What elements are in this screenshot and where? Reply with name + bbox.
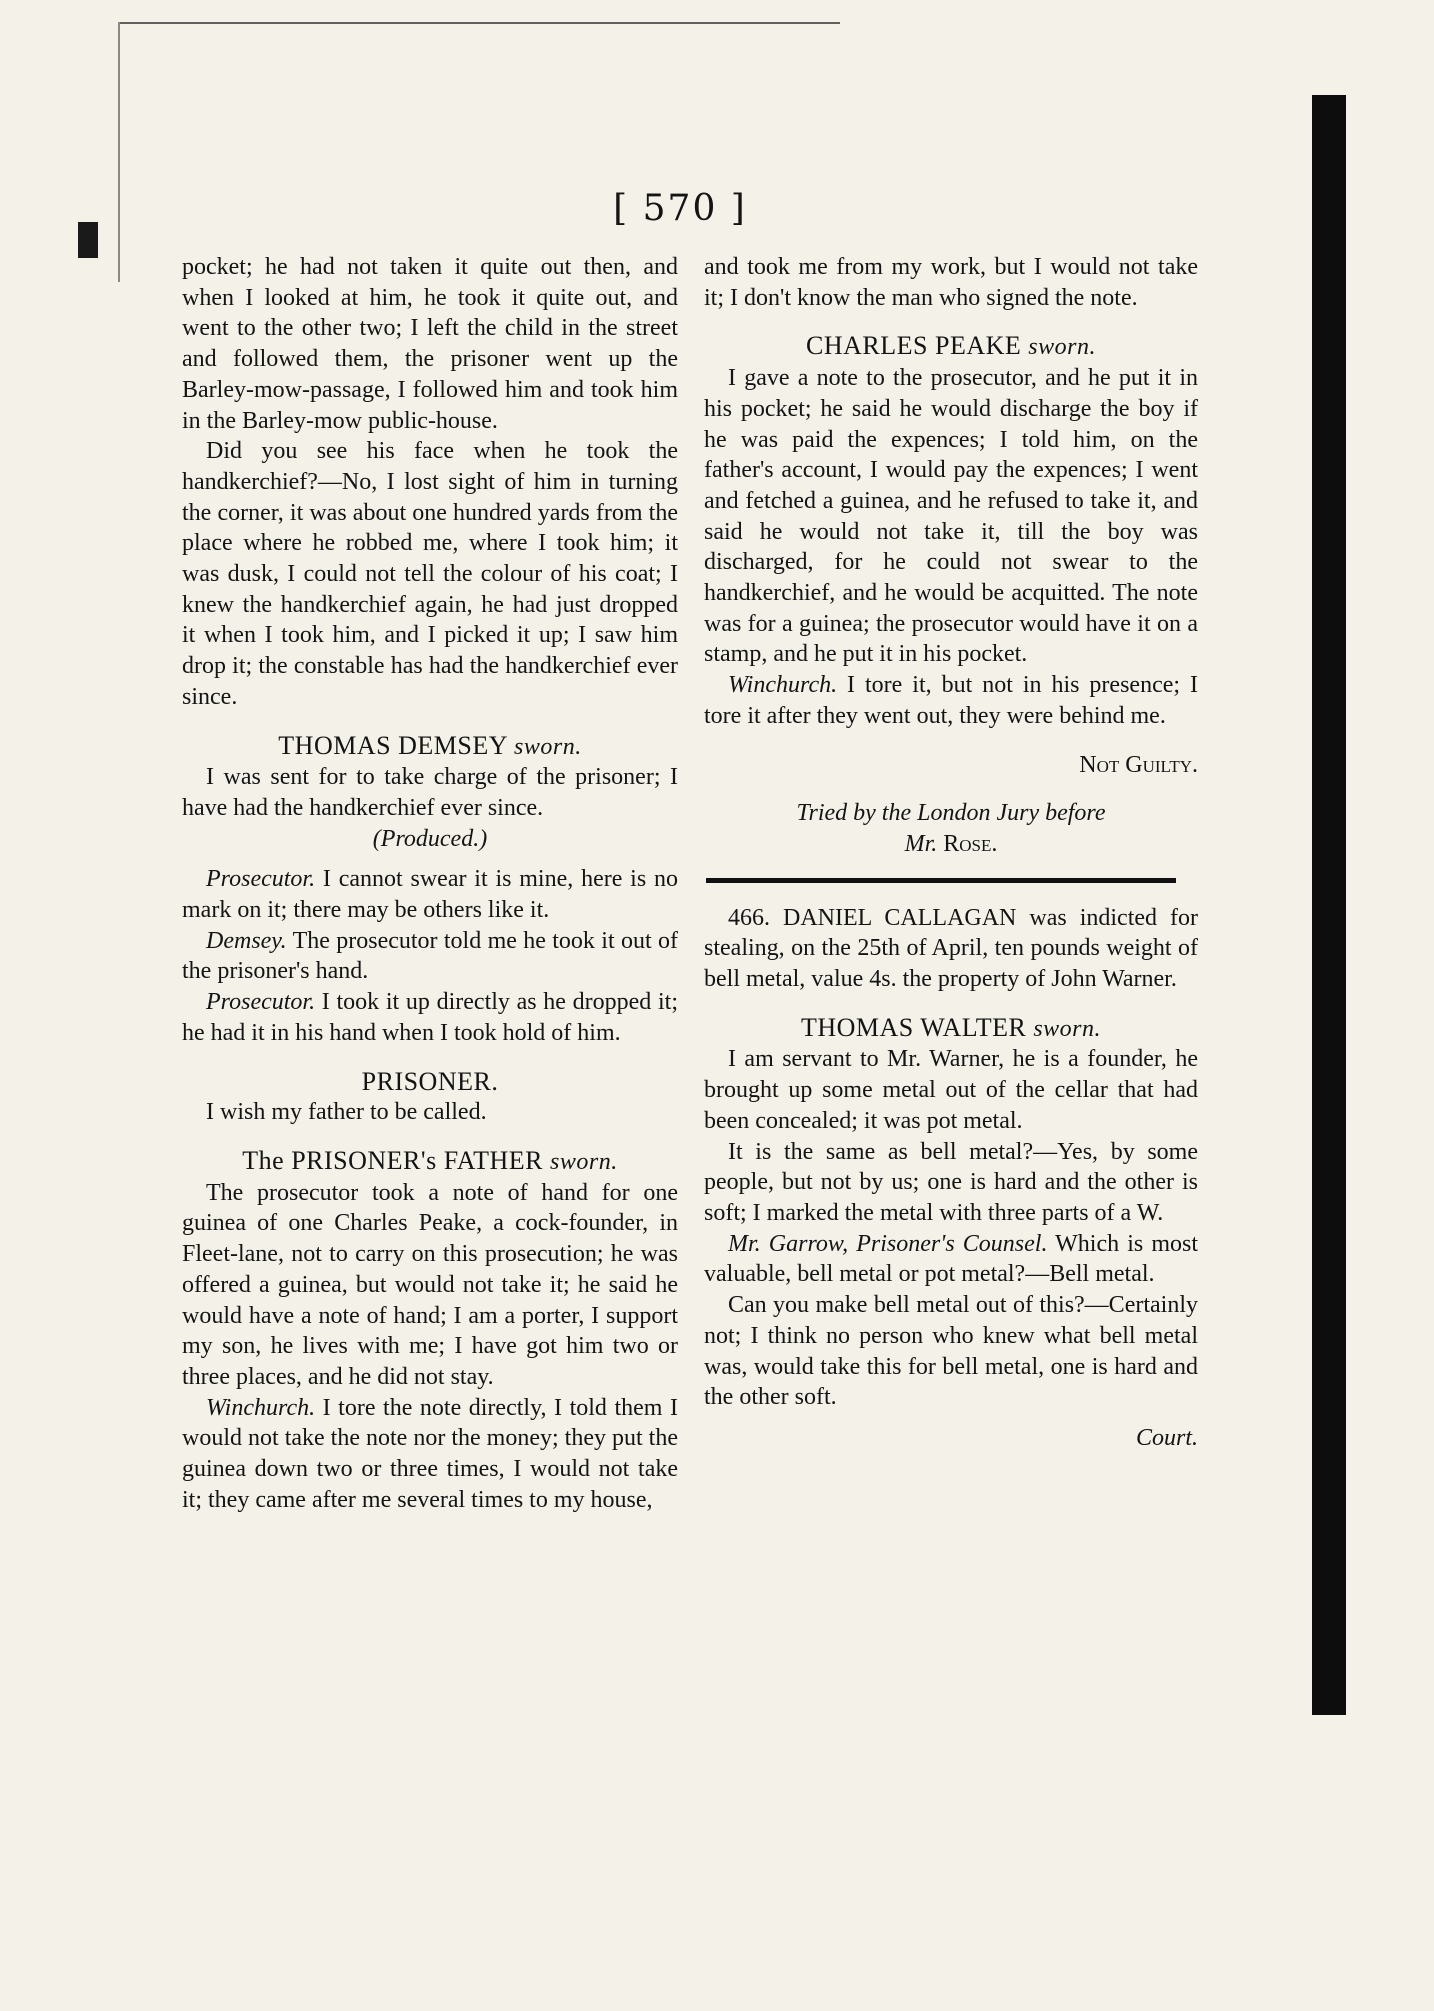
speech-paragraph <box>182 987 678 1048</box>
exhibit-text: (Produced.) <box>372 825 488 852</box>
left-edge-mark <box>118 22 120 282</box>
paragraph: I gave a note to the prosecutor, and he put it in his pocket; he said he would discharge the boy if he was paid the expences; I told him, on the father's account, I would pay the expences; I went and fetched a guinea, and he refused to take it, and said he would not take it, till the boy was discharged, for he could not swear to the handkerchief, and he would be acquitted. The note was for a guinea; the prosecutor would have it on a stamp, and he put it in his pocket. <box>704 365 1198 668</box>
speaker-name: Winchurch. <box>206 1394 316 1421</box>
catchword-text: Court. <box>1135 1424 1198 1451</box>
witness-heading <box>704 1013 1198 1045</box>
paragraph: I wish my father to be called. <box>206 1099 487 1126</box>
speech-paragraph <box>182 864 678 925</box>
witness-heading <box>704 331 1198 363</box>
speech-text: I tore it, but not in his presence; I tore it after they went out, they were behind me. <box>704 672 1198 729</box>
speech-text: The prosecutor told me he took it out of the prisoner's hand. <box>182 927 678 985</box>
verdict: Not Guilty. <box>1079 751 1198 778</box>
witness-heading <box>182 1067 678 1098</box>
page-number: [ 570 ] <box>613 188 747 229</box>
spacer <box>704 1413 1198 1423</box>
spacer <box>182 1128 678 1146</box>
witness-name: THOMAS WALTER <box>800 1012 1027 1042</box>
speech-text: I cannot swear it is mine, here is no mark on it; there may be others like it. <box>182 866 678 924</box>
ink-blot <box>78 222 98 258</box>
tried-line-2 <box>704 829 1198 860</box>
exhibit-note <box>182 824 678 855</box>
spacer <box>704 732 1198 750</box>
speaker-name: Winchurch. <box>728 672 838 699</box>
witness-name: The PRISONER's FATHER <box>242 1145 544 1175</box>
right-column <box>704 252 1198 1454</box>
spacer <box>182 713 678 731</box>
section-divider <box>706 878 1176 883</box>
left-column <box>182 252 678 1515</box>
paragraph: It is the same as bell metal?—Yes, by some people, but not by us; one is hard and the other is soft; I marked the metal with three parts of a W. <box>704 1138 1198 1226</box>
paragraph: I was sent for to take charge of the prisoner; I have had the handkerchief ever since. <box>182 764 678 821</box>
paragraph: Did you see his face when he took the handkerchief?—No, I lost sight of him in turning the corner, it was about one hundred yards from the place where he robbed me, where I took him; it was dusk, I could not tell the colour of his coat; I knew the handkerchief again, he had just dropped it when I took him, and I picked it up; I saw him drop it; the constable has had the handkerchief ever since. <box>182 438 678 710</box>
speech-paragraph <box>704 670 1198 731</box>
witness-name: PRISONER. <box>361 1066 499 1096</box>
spacer <box>704 780 1198 798</box>
paragraph: pocket; he had not taken it quite out then, and when I looked at him, he took it quite out, and went to the other two; I left the child in the street and followed them, the prisoner went up the Barley-mow-passage, I followed him and took him in the Barley-mow public-house. <box>182 254 678 434</box>
witness-name: THOMAS DEMSEY <box>278 730 508 760</box>
spacer <box>182 854 678 864</box>
witness-name: CHARLES PEAKE <box>806 331 1022 361</box>
catchword <box>704 1423 1198 1454</box>
sworn-label: sworn. <box>1028 334 1096 361</box>
sworn-label: sworn. <box>1033 1015 1102 1042</box>
sworn-label: sworn. <box>550 1148 618 1175</box>
paragraph: 466. DANIEL CALLAGAN was indicted for stealing, on the 25th of April, ten pounds weight of bell metal, value 4s. the property of John Warner. <box>704 904 1198 993</box>
spacer <box>704 313 1198 331</box>
spacer <box>704 995 1198 1013</box>
spacer <box>182 1049 678 1067</box>
speech-text: I tore the note directly, I told them I would not take the note nor the money; they put the guinea down two or three times, I would not take it; they came after me several times to my house, <box>182 1394 678 1513</box>
speech-paragraph <box>704 1229 1198 1290</box>
speech-paragraph <box>182 1393 678 1516</box>
judge-title: Mr. <box>904 830 938 857</box>
paragraph: Can you make bell metal out of this?—Certainly not; I think no person who knew what bell metal was, would take this for bell metal, one is hard and the other soft. <box>704 1292 1198 1411</box>
paragraph: The prosecutor took a note of hand for one guinea of one Charles Peake, a cock-founder, in Fleet-lane, not to carry on this prosecution; he was offered a guinea, but would not take it; he said he would have a note of hand; I am a porter, I support my son, he lives with me; I have got him two or three places, and he did not stay. <box>182 1179 678 1390</box>
paragraph: and took me from my work, but I would not take it; I don't know the man who signed the note. <box>704 254 1198 311</box>
speaker-name: Mr. Garrow, Prisoner's Counsel. <box>728 1230 1048 1257</box>
tried-line-1 <box>704 798 1198 829</box>
witness-heading <box>182 1146 678 1178</box>
speech-text: I took it up directly as he dropped it; he had it in his hand when I took hold of him. <box>182 989 678 1046</box>
paragraph: I am servant to Mr. Warner, he is a founder, he brought up some metal out of the cellar that had been concealed; it was pot metal. <box>704 1046 1198 1134</box>
speech-text: Which is most valuable, bell metal or pot metal?—Bell metal. <box>704 1230 1198 1288</box>
speaker-name: Demsey. <box>206 927 287 954</box>
speaker-name: Prosecutor. <box>206 989 316 1016</box>
sworn-label: sworn. <box>514 733 582 760</box>
judge-name: Rose. <box>943 830 998 857</box>
witness-heading <box>182 731 678 763</box>
speech-paragraph <box>182 926 678 987</box>
book-spine-shadow <box>1312 95 1346 1715</box>
tried-text: Tried by the London Jury before <box>796 800 1106 827</box>
speaker-name: Prosecutor. <box>206 866 316 893</box>
top-edge-mark <box>120 22 840 24</box>
